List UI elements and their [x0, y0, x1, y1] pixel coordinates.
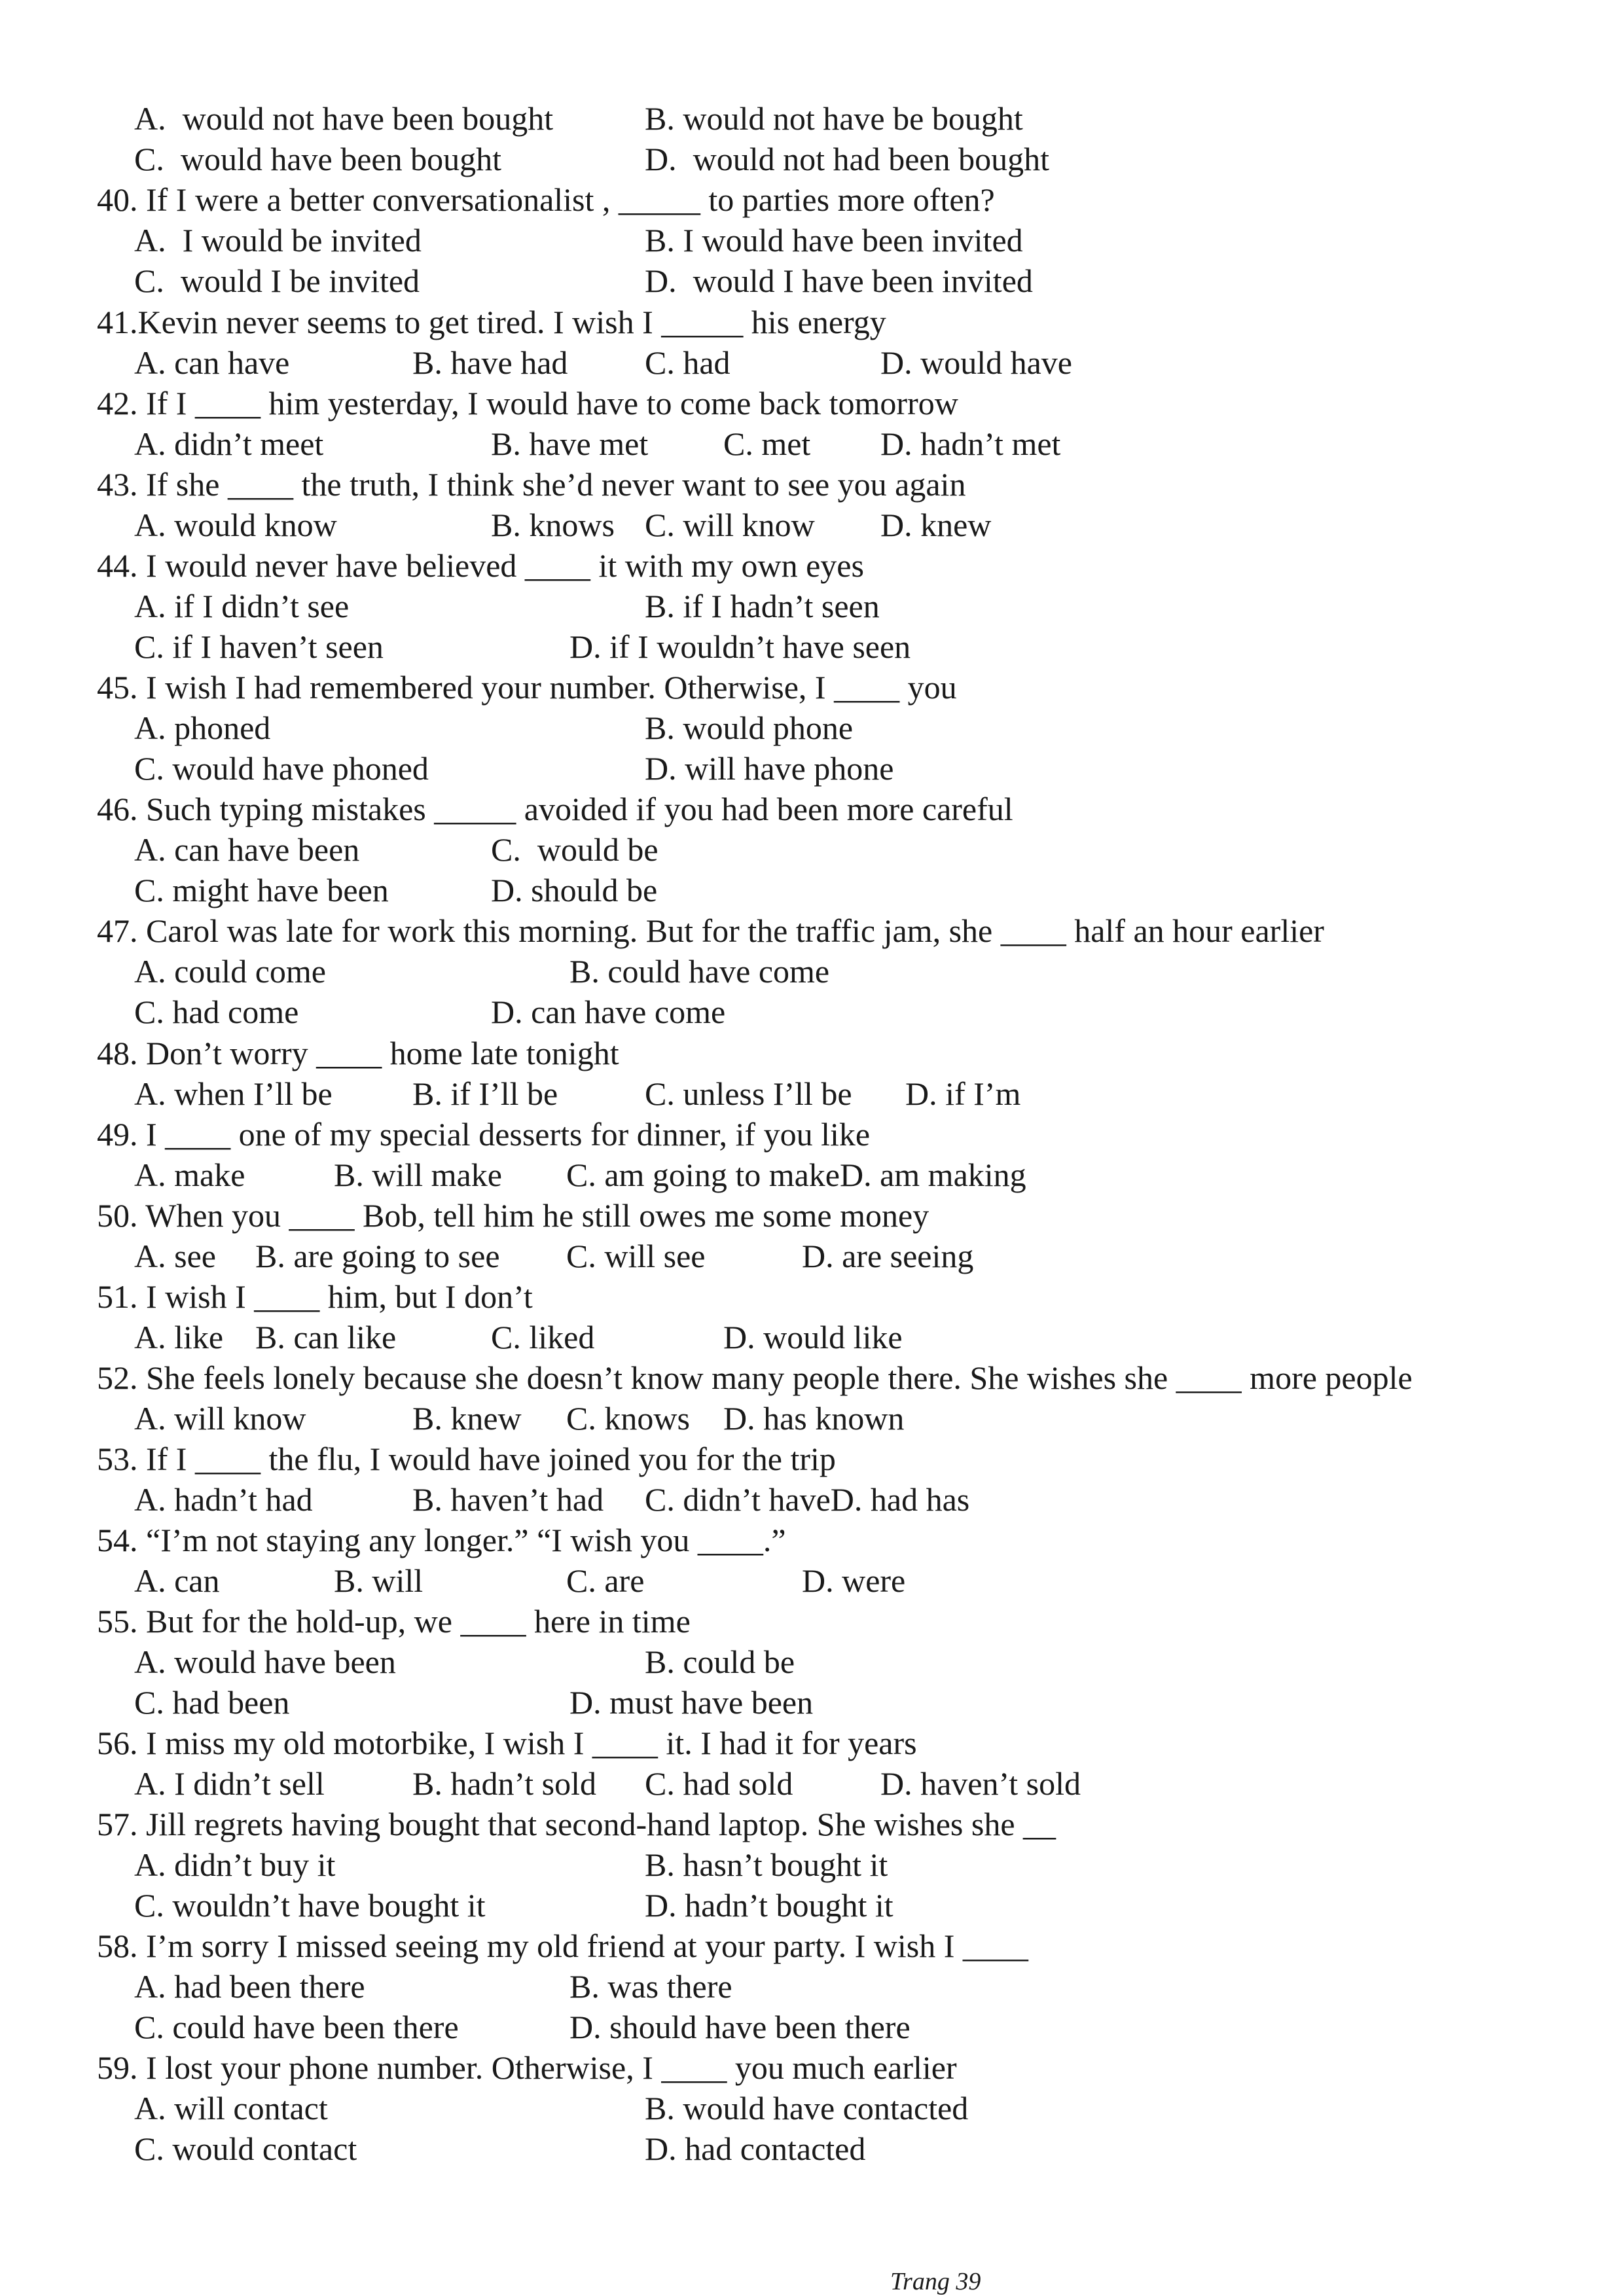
answer-option: D. had contacted [645, 2130, 866, 2167]
question-text: 54. “I’m not staying any longer.” “I wish you ____.” [97, 1522, 786, 1558]
answer-options-line [0, 2088, 1624, 2128]
answer-options-line [0, 1966, 1624, 2007]
answer-option: A. see [134, 1238, 216, 1274]
answer-option: B. would not have be bought [645, 100, 1023, 137]
question-text: 47. Carol was late for work this morning. But for the traffic jam, she ____ half an hour earlier [97, 912, 1324, 949]
answer-option: B. haven’t had [412, 1481, 604, 1518]
question-line [0, 1114, 1624, 1155]
answer-options-line [0, 2007, 1624, 2047]
answer-options-line [0, 829, 1624, 870]
answer-options-line [0, 1073, 1624, 1114]
answer-options-line [0, 505, 1624, 545]
answer-option: A. I didn’t sell [134, 1765, 325, 1802]
answer-option: A. can have [134, 344, 290, 381]
answer-option: C. had been [134, 1684, 290, 1721]
question-text: 42. If I ____ him yesterday, I would have to come back tomorrow [97, 385, 958, 422]
answer-option: D. if I wouldn’t have seen [569, 628, 911, 665]
answer-option: B. hasn’t bought it [645, 1846, 888, 1883]
answer-option: A. can [134, 1562, 220, 1599]
answer-option: C. would have been bought [134, 141, 502, 177]
answer-option: A. make [134, 1157, 245, 1193]
answer-options-line [0, 1398, 1624, 1439]
answer-options-line [0, 1844, 1624, 1885]
question-line [0, 1033, 1624, 1073]
answer-option: C. would have phoned [134, 750, 429, 787]
answer-option: A. had been there [134, 1968, 365, 2005]
answer-option: D. will have phone [645, 750, 894, 787]
answer-option: C. wouldn’t have bought it [134, 1887, 486, 1924]
answer-option: B. can like [255, 1319, 397, 1355]
answer-options-line [0, 626, 1624, 667]
answer-option: D. can have come [491, 994, 726, 1030]
answer-option: B. knew [412, 1400, 522, 1437]
answer-option: B. hadn’t sold [412, 1765, 597, 1802]
answer-option: B. will [334, 1562, 424, 1599]
answer-options-line [0, 708, 1624, 748]
answer-options-line [0, 748, 1624, 789]
answer-option: D. would like [723, 1319, 903, 1355]
answer-option: B. have had [412, 344, 568, 381]
answer-option: A. will contact [134, 2090, 328, 2126]
question-line [0, 910, 1624, 951]
answer-option: A. didn’t buy it [134, 1846, 336, 1883]
question-line [0, 1926, 1624, 1966]
answer-option: C. met [723, 425, 811, 462]
answer-option: C. might have been [134, 872, 389, 908]
answer-option: D. are seeing [802, 1238, 974, 1274]
answer-option: D. should have been there [569, 2009, 911, 2045]
answer-option: D. should be [491, 872, 658, 908]
answer-option: C. are [566, 1562, 645, 1599]
answer-option: B. if I hadn’t seen [645, 588, 880, 624]
answer-options-line [0, 870, 1624, 910]
question-text: 50. When you ____ Bob, tell him he still owes me some money [97, 1197, 929, 1234]
answer-option: D. would have [880, 344, 1072, 381]
answer-option: B. knows [491, 507, 615, 543]
answer-option: B. would have contacted [645, 2090, 969, 2126]
answer-option: C. would contact [134, 2130, 357, 2167]
answer-option: B. could be [645, 1643, 795, 1680]
answer-option: C. if I haven’t seen [134, 628, 384, 665]
answer-option: D. would not had been bought [645, 141, 1049, 177]
answer-options-line [0, 951, 1624, 992]
answer-option: C. liked [491, 1319, 595, 1355]
answer-option: B. have met [491, 425, 649, 462]
question-text: 59. I lost your phone number. Otherwise, I ____ you much earlier [97, 2049, 957, 2086]
answer-options-line [0, 220, 1624, 260]
answer-option: C. knows [566, 1400, 690, 1437]
question-text: 53. If I ____ the flu, I would have joined you for the trip [97, 1441, 836, 1477]
answer-option: D. has known [723, 1400, 905, 1437]
question-line [0, 383, 1624, 423]
answer-option: A. could come [134, 953, 326, 990]
answer-option: A. like [134, 1319, 224, 1355]
answer-option: C. would be [491, 831, 659, 868]
answer-option: B. I would have been invited [645, 222, 1023, 259]
question-text: 46. Such typing mistakes _____ avoided if you had been more careful [97, 791, 1013, 827]
answer-options-line [0, 1236, 1624, 1276]
answer-options-line [0, 139, 1624, 179]
question-line [0, 464, 1624, 505]
question-line [0, 545, 1624, 586]
answer-option: A. I would be invited [134, 222, 422, 259]
question-text: 55. But for the hold-up, we ____ here in time [97, 1603, 691, 1640]
answer-options-line [0, 1560, 1624, 1601]
answer-options-line [0, 98, 1624, 139]
answer-option: D. haven’t sold [880, 1765, 1081, 1802]
page-number: Trang 39 [890, 2268, 981, 2295]
question-text: 49. I ____ one of my special desserts for dinner, if you like [97, 1116, 871, 1153]
answer-options-line [0, 992, 1624, 1032]
answer-option: A. hadn’t had [134, 1481, 313, 1518]
question-text: 57. Jill regrets having bought that second-hand laptop. She wishes she __ [97, 1806, 1056, 1842]
answer-option: D. hadn’t met [880, 425, 1061, 462]
answer-option: C. would I be invited [134, 262, 420, 299]
question-line [0, 1357, 1624, 1398]
answer-options-line [0, 1479, 1624, 1520]
answer-option: C. didn’t haveD. had has [645, 1481, 970, 1518]
question-line [0, 179, 1624, 220]
answer-option: C. will know [645, 507, 815, 543]
question-text: 56. I miss my old motorbike, I wish I ____ it. I had it for years [97, 1725, 917, 1761]
answer-option: A. would not have been bought [134, 100, 554, 137]
answer-option: D. knew [880, 507, 992, 543]
question-line [0, 1276, 1624, 1317]
answer-options-line [0, 1317, 1624, 1357]
answer-option: D. must have been [569, 1684, 814, 1721]
answer-option: A. would know [134, 507, 337, 543]
answer-options-line [0, 1682, 1624, 1723]
answer-option: C. had [645, 344, 731, 381]
answer-option: C. will see [566, 1238, 706, 1274]
question-line [0, 667, 1624, 708]
question-text: 58. I’m sorry I missed seeing my old friend at your party. I wish I ____ [97, 1928, 1028, 1964]
answer-option: A. will know [134, 1400, 306, 1437]
question-text: 51. I wish I ____ him, but I don’t [97, 1278, 533, 1315]
answer-options-line [0, 260, 1624, 301]
question-line [0, 1804, 1624, 1844]
answer-option: B. would phone [645, 709, 854, 746]
answer-option: A. can have been [134, 831, 360, 868]
question-text: 48. Don’t worry ____ home late tonight [97, 1035, 619, 1071]
answer-options-line [0, 1763, 1624, 1804]
question-line [0, 1195, 1624, 1236]
answer-option: C. could have been there [134, 2009, 459, 2045]
question-text: 43. If she ____ the truth, I think she’d never want to see you again [97, 466, 966, 503]
answer-option: A. when I’ll be [134, 1075, 333, 1112]
question-line [0, 1520, 1624, 1560]
answer-option: C. had sold [645, 1765, 793, 1802]
answer-option: D. would I have been invited [645, 262, 1033, 299]
question-line [0, 2047, 1624, 2088]
answer-options-line [0, 586, 1624, 626]
question-line [0, 1601, 1624, 1641]
answer-option: B. if I’ll be [412, 1075, 558, 1112]
answer-option: D. if I’m [905, 1075, 1021, 1112]
answer-option: C. am going to makeD. am making [566, 1157, 1026, 1193]
answer-options-line [0, 2128, 1624, 2169]
answer-option: B. could have come [569, 953, 830, 990]
question-line [0, 302, 1624, 342]
question-line [0, 789, 1624, 829]
answer-option: A. would have been [134, 1643, 396, 1680]
answer-option: B. was there [569, 1968, 732, 2005]
answer-option: B. will make [334, 1157, 502, 1193]
question-text: 52. She feels lonely because she doesn’t know many people there. She wishes she ____ more people [97, 1359, 1413, 1396]
question-text: 45. I wish I had remembered your number. Otherwise, I ____ you [97, 669, 957, 706]
answer-option: A. if I didn’t see [134, 588, 350, 624]
answer-option: C. unless I’ll be [645, 1075, 852, 1112]
answer-option: D. were [802, 1562, 906, 1599]
answer-options-line [0, 1885, 1624, 1926]
answer-options-line [0, 342, 1624, 383]
answer-options-line [0, 1641, 1624, 1682]
question-text: 40. If I were a better conversationalist , _____ to parties more often? [97, 181, 995, 218]
question-text: 41.Kevin never seems to get tired. I wish I _____ his energy [97, 304, 886, 340]
question-text: 44. I would never have believed ____ it with my own eyes [97, 547, 864, 584]
answer-option: D. hadn’t bought it [645, 1887, 893, 1924]
question-line [0, 1723, 1624, 1763]
answer-options-line [0, 423, 1624, 464]
answer-option: A. didn’t meet [134, 425, 324, 462]
question-line [0, 1439, 1624, 1479]
answer-option: A. phoned [134, 709, 271, 746]
answer-options-line [0, 1155, 1624, 1195]
answer-option: C. had come [134, 994, 299, 1030]
answer-option: B. are going to see [255, 1238, 500, 1274]
